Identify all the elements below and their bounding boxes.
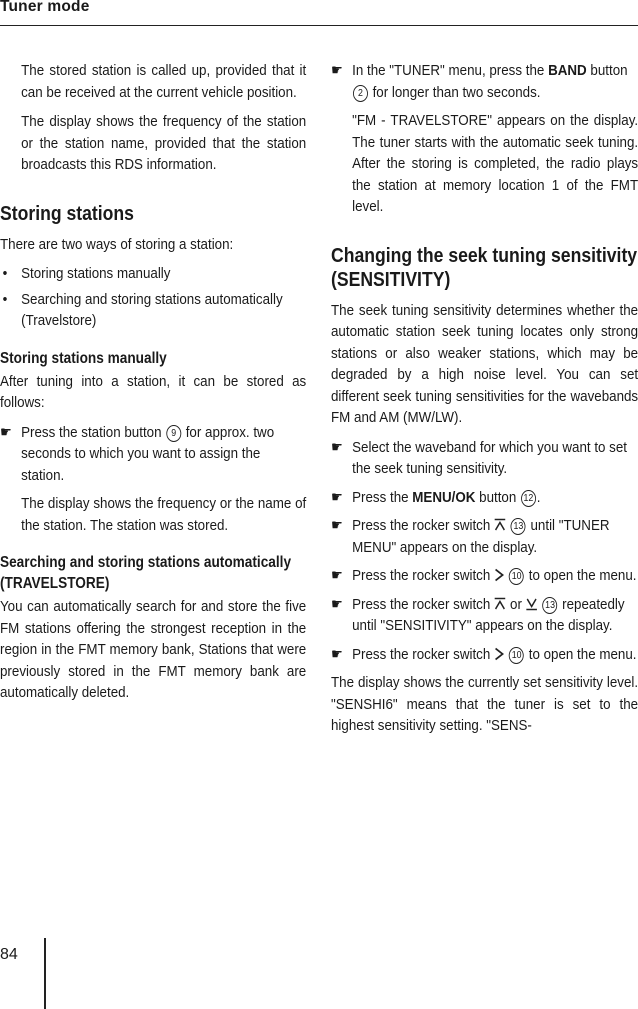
instruction-step: ☛ Press the rocker switch 10 to open the menu. xyxy=(331,567,637,584)
page-header xyxy=(0,0,638,26)
menu-ok-button-number-icon: 12 xyxy=(521,490,536,507)
paragraph: The display shows the frequency or the name of the station. The station was stored. xyxy=(21,495,307,534)
instruction-step: ☛ Press the rocker switch 10 to open the menu. xyxy=(331,645,637,663)
paragraph: You can automatically search for and store the five FM stations offering the strongest reception in the region in the FMT memory bank, Stations that were previously stored in the FMT memory bank are automatically deleted. xyxy=(0,598,307,701)
section-title: Tuner mode xyxy=(0,0,90,15)
rocker-right-icon xyxy=(494,568,505,582)
pointing-hand-icon: ☛ xyxy=(331,488,343,506)
left-column xyxy=(0,60,306,712)
instruction-step: ☛ Press the rocker switch or 13 repeatedly until "SENSITIVITY" appears on the display. xyxy=(331,595,625,634)
page-number: 84 xyxy=(0,946,18,963)
pointing-hand-icon: ☛ xyxy=(331,517,343,534)
instruction-step: ☛ Press the rocker switch 13 until "TUNER MENU" appears on the display. xyxy=(331,517,610,556)
paragraph: The display shows the currently set sensitivity level. "SENSHI6" means that the tuner is set to the highest sensitivity setting. "SENS- xyxy=(331,674,638,734)
pointing-hand-icon: ☛ xyxy=(0,423,12,441)
bullet-list xyxy=(0,263,306,332)
heading-sensitivity: Changing the seek tuning sensitivity (SENSITIVITY) xyxy=(331,244,638,291)
instruction-step: ☛ Press the MENU/OK button 12 . xyxy=(331,488,541,506)
pointing-hand-icon: ☛ xyxy=(331,567,343,584)
rocker-number-icon: 13 xyxy=(511,518,526,535)
rocker-up-icon xyxy=(494,597,506,611)
rocker-number-icon: 13 xyxy=(543,597,558,614)
paragraph: The stored station is called up, provided that it can be received at the current vehicle position. xyxy=(21,62,307,101)
rocker-number-icon: 10 xyxy=(509,568,524,585)
pointing-hand-icon: ☛ xyxy=(331,438,343,456)
paragraph: "FM - TRAVELSTORE" appears on the display. The tuner starts with the automatic seek tuning. After the storing is completed, the radio plays the station at memory location 1 of the FMT level. xyxy=(352,112,638,215)
rocker-up-icon xyxy=(494,518,506,532)
band-button-number-icon: 2 xyxy=(353,85,368,102)
instruction-step: ☛ Select the waveband for which you want to set the seek tuning sensitivity. xyxy=(331,438,628,477)
paragraph: There are two ways of storing a station: xyxy=(0,235,234,253)
station-button-number-icon: 9 xyxy=(166,425,181,442)
rocker-right-icon xyxy=(494,647,505,661)
pointing-hand-icon: ☛ xyxy=(331,595,343,613)
heading-travelstore: Searching and storing stations automatically (TRAVELSTORE) xyxy=(0,554,292,592)
paragraph: The display shows the frequency of the station or the station name, provided that the station broadcasts this RDS information. xyxy=(21,113,307,173)
paragraph: After tuning into a station, it can be stored as follows: xyxy=(0,372,307,411)
list-item: • Searching and storing stations automatically (Travelstore) xyxy=(0,289,306,332)
list-item: • Storing stations manually xyxy=(0,263,306,285)
rocker-down-icon xyxy=(526,597,538,611)
footer-divider xyxy=(44,938,46,1009)
pointing-hand-icon: ☛ xyxy=(331,645,343,663)
paragraph: The seek tuning sensitivity determines whether the automatic station seek tuning locates only strong stations or also weaker stations, which may be degraded by a high noise level. You can set different seek tuning sensitivities for the wavebands FM and AM (MW/LW). xyxy=(331,301,638,426)
rocker-number-icon: 10 xyxy=(509,647,524,664)
instruction-step: ☛ In the "TUNER" menu, press the BAND button 2 for longer than two seconds. xyxy=(331,62,628,101)
right-column xyxy=(331,60,638,745)
instruction-step: ☛ Press the station button 9 for approx. two seconds to which you want to assign the station. xyxy=(0,423,275,484)
pointing-hand-icon: ☛ xyxy=(331,62,343,79)
heading-storing-stations: Storing stations xyxy=(0,202,134,225)
heading-storing-manually: Storing stations manually xyxy=(0,349,167,367)
